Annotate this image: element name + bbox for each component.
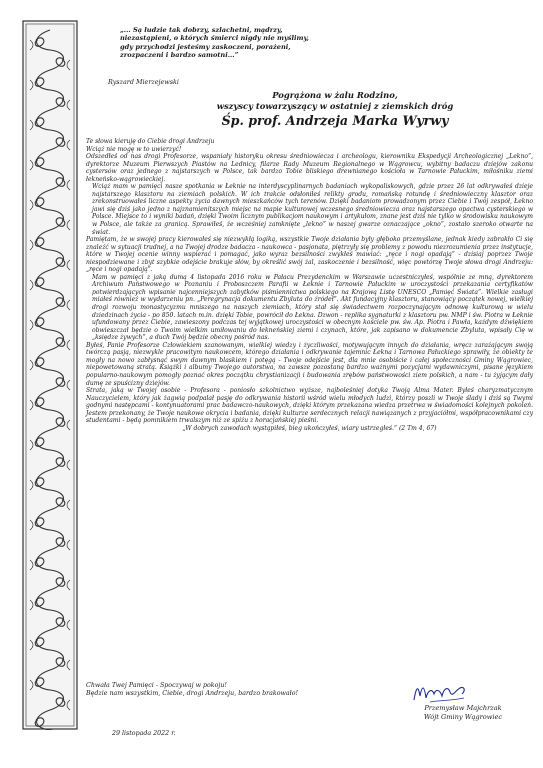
handwritten-signature bbox=[410, 680, 470, 706]
signer-title: Wójt Gminy Wągrowiec bbox=[423, 712, 503, 721]
closing-line-1: Chwała Twej Pamięci - Spoczywaj w pokoju! bbox=[86, 682, 227, 689]
paragraph: Pamiętam, że w swojej pracy kierowałeś się niezwykłą logiką, wszystkie Twoje działania były głęboko przemyślane, jednak kiedy zabrakło Ci się znaleźć w sytuacji trudnej, a na Twojej drodze badacza - naukowca - pasjonata, piętrzyły się problemy z powodu niezrozumienia przez instytucje, które w Twojej ocenie winny wspierać i pomagać, jako wyraz bezsilności zwykłeś mawiać: „ręce i nogi opadają” - dzisiaj poprzez Twoje niespodziewane i zbyt szybkie odejście brakuje słów, by określić swój żal, zaskoczenie i bezsilność, więc powtórzę Twoje słowa drogi Andrzeju: „ręce i nogi opadają”. bbox=[86, 236, 533, 274]
address-header bbox=[140, 90, 530, 129]
paragraph: Odszedłeś od nas drogi Profesorze, wspaniały historyku okresu średniowiecza i archeologu, kierowniku Ekspedycji Archeologicznej „Lekno”, dyrektorze Muzeum Pierwszych Piastów na Lednicy, filarze Rady Muzeum Regionalnego w Wągrowcu, wybitny badaczu dziejów zakonu cystersów oraz jednego z najstarszych w Polsce, tak bardzo Tobie bliskiego drewnianego kościoła w Tarnowie Pałuckim, miłośniku ziemi łekneńsko-wągrowieckiej. bbox=[86, 153, 533, 183]
quote-line: „... Są ludzie tak dobrzy, szlachetni, mądrzy, bbox=[120, 26, 283, 34]
paragraph: Byłeś, Panie Profesorze Człowiekiem szanowanym, wielkiej wiedzy i życzliwości, motywującym innych do działania, wręcz zarażającym swoją twórczą pasją, niezwykle pracowitym naukowcem, którego działania i odkrywanie tajemnic Łekna i Tarnowa Pałuckiego sprawiły, że obiekty te mogły na nowo zabłysnąć swym dawnym blaskiem i potęgą - Twoje odejście jest, dla mnie osobiście i całej społeczności Gminy Wągrowiec, niepowetowaną stratą. Książki i albumy Twojego autorstwa, na zawsze pozostaną bardzo ważnymi pozycjami wydawniczymi, pisane językiem popularno-naukowym pomogły poznać okres początku chrystianizacji i budowania zrębów państwowości ziem polskich, a nam - tu żyjącym dały dumę ze spuścizny dziejów. bbox=[86, 341, 533, 387]
closing-line-2: Będzie nam wszystkim, Ciebie, drogi Andrzeju, bardzo brakowało! bbox=[86, 690, 299, 698]
signer-block bbox=[408, 704, 518, 721]
deceased-name: Śp. prof. Andrzeja Marka Wyrwy bbox=[221, 113, 449, 128]
quote-line: gdy przychodzi jesteśmy zaskoczeni, porażeni, bbox=[120, 42, 291, 51]
paragraph: Mam w pamięci z jaką dumą 4 listopada 2016 roku w Pałacu Prezydenckim w Warszawie uczestniczyłeś, wspólnie ze mną, dyrektorem Archiwum Państwowego w Poznaniu i Proboszczem Parafii w Łeknie i Tarnowie Pałuckim w uroczystości przekazania certyfikatów potwierdzających wpisanie najcenniejszych zabytków piśmiennictwa polskiego na Krajową Listę UNESCO „Pamięć Świata”. Wielkie zasługi miałeś również w wydarzeniu pn. „Peregrynacja dokumentu Zbyluta do źródeł”. Akt fundacyjny klasztoru, stanowiący początek nowej, wielkiej drogi rozwoju monastycyzmu mniszego na naszych ziemiach, który stał się świadectwem rozpoczynającym odnowę kulturową w wielu dziedzinach życia - po 850. latach m.in. dzięki Tobie, powrócił do Łekna. Dzwon - replika sygnaturki z klasztoru pw. NMP i św. Piotra w Łeknie ufundowany przez Ciebie, zawieszony podczas tej wyjątkowej uroczystości w obecnym kościele pw. św. Ap. Piotra i Pawła, każdym dźwiękiem obwieszczał będzie o Twoim wielkim umiłowaniu do łekneńskiej ziemi i czynach, które, jak zapisano w dokumencie Zbyluta, wpisały Cię w „księdze żywych”, a duch Twój będzie obecny pośród nas. bbox=[92, 273, 533, 342]
header-line-2: wszyscy towarzyszący w ostatniej z ziemskich dróg bbox=[216, 101, 454, 111]
epigraph-quote bbox=[120, 26, 380, 60]
letter-body bbox=[86, 138, 533, 432]
signer-name: Przemysław Majchrzak bbox=[424, 704, 502, 712]
paragraph: Strata, jaką w Twojej osobie - Profesora - poniosło szkolnictwo wyższe, najboleśniej dotyka Twoją Alma Mater. Byłeś charyzmatycznym Nauczycielem, który jak żagwią podpalał pasję do odkrywania historii wśród wielu młodych ludzi, którzy poszli w Twoje ślady i dziś są Twymi godnymi następcami - kontynuatorami prac badawczo-naukowych, dzięki którym przekazana wiedza przetrwa w świadomości kolejnych pokoleń. Jestem przekonany, że Twoje naukowe okrycia i badania, dzięki kulturze serdecznych relacji nawiązanych z przyjaciółmi, współpracownikami czy studentami - będą pomnikiem trwalszym niż ze spiżu z horacjańskiej pieśni. bbox=[86, 387, 533, 425]
paragraph: Wciąż mam w pamięci nasze spotkania w Łeknie na interdyscyplinarnych badaniach wykopaliskowych, gdzie przez 26 lat odkrywałeś dzieje najstarszego klasztoru na ziemiach polskich. W ich trakcie odsłoniłeś relikty grodu, romańską rotundę i średniowieczny klasztor oraz zrekonstruowałeś liczne aspekty życia dawnych mieszkańców tych terenów. Dzięki badaniom prowadzonym przez Ciebie i Twój zespół, Łekno jawi się dziś jako jedno z najznamienitszych miejsc na mapie kulturowej wczesnego średniowiecza oraz najstarszego opactwa cysterskiego w Polsce. Miejsce to i wyniki badań, dzięki Twoim licznym publikacjom naukowym i artykułom, znane jest dziś nie tylko w środowisku naukowym w Polsce, ale także za granicą. Sprawiłeś, że wcześniej zamknięte „lekno” w naszej gwarze oznaczające „okno”, zostało szeroko otwarte na świat. bbox=[92, 183, 533, 236]
quote-line: zrozpaczeni i bardzo samotni...” bbox=[120, 51, 239, 60]
quote-author: Ryszard Mierzejewski bbox=[108, 78, 179, 86]
paragraph: Wciąż nie mogę w to uwierzyć! bbox=[86, 145, 182, 153]
scripture-quote: „W dobrych zawodach wystąpiłeś, bieg ukończyłeś, wiary ustrzegłeś.” (2 Tm 4, 67) bbox=[182, 424, 437, 432]
ornamental-border bbox=[22, 20, 78, 730]
closing bbox=[86, 682, 386, 699]
header-line-1: Pogrążona w żalu Rodzino, bbox=[272, 90, 398, 100]
letter-date: 29 listopada 2022 r. bbox=[112, 730, 176, 737]
quote-line: niezastąpieni, o których śmierci nigdy nie myślimy, bbox=[120, 34, 309, 43]
paragraph: Te słowa kieruję do Ciebie drogi Andrzeju bbox=[86, 138, 215, 145]
